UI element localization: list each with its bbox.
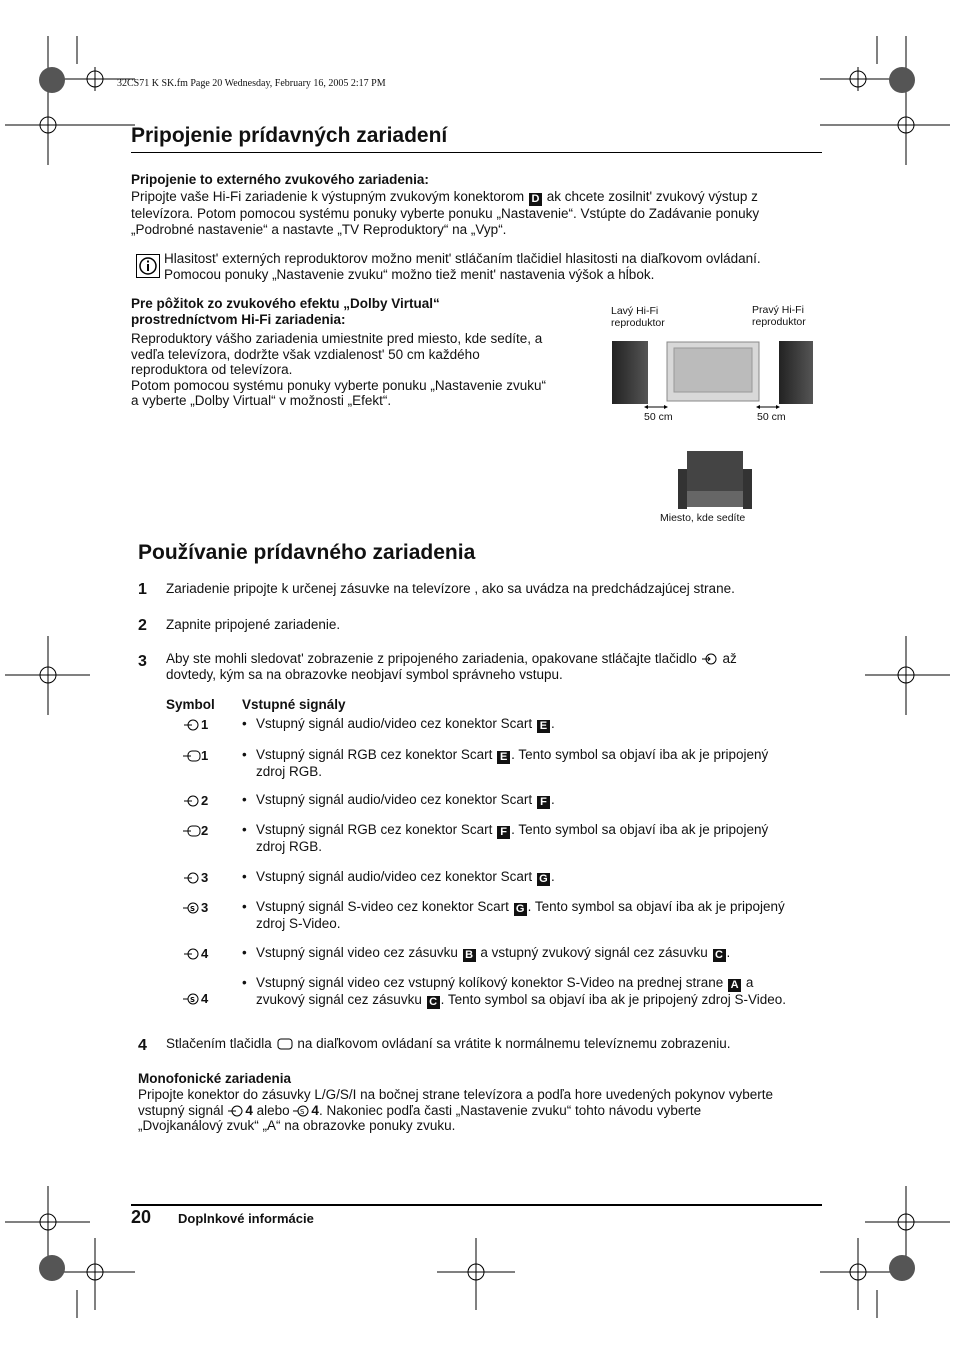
svideo-input-icon — [183, 902, 201, 914]
title-rule — [131, 152, 822, 153]
tv-button-icon — [276, 1038, 294, 1050]
av-input-icon — [183, 795, 201, 807]
section-title-2: Používanie prídavného zariadenia — [138, 541, 476, 564]
av-input-icon — [183, 948, 201, 960]
info-icon — [136, 254, 160, 278]
paragraph-2: Reproduktory vášho zariadenia umiestnite pred miesto, kde sedíte, a vedľa televízora, dodržte však vzdialenost' 50 cm každého reproduktora od televízora. Potom pomocou systému ponuky vyberte ponuku „Nastavenie zvuku“ a vyberte „Dolby Virtual“ v možnosti „Efekt“. — [131, 331, 546, 408]
subsection-title-2: Pre pôžitok zo zvukového efektu „Dolby Virtual“ prostredníctvom Hi-Fi zariadenia: — [131, 296, 440, 327]
step-text: Stlačením tlačidla na diaľkovom ovládaní sa vrátite k normálnemu televíznemu zobrazeniu. — [166, 1036, 731, 1051]
distance-right: 50 cm — [757, 411, 786, 423]
input-select-icon — [701, 653, 719, 665]
step-text: Zapnite pripojené zariadenie. — [166, 617, 341, 632]
connector-letter: D — [529, 193, 542, 206]
page-number: 20 — [131, 1207, 152, 1227]
seat — [678, 449, 752, 511]
seat-label: Miesto, kde sedíte — [660, 512, 746, 524]
footer-rule — [131, 1204, 822, 1206]
right-speaker-label: Pravý Hi-Fi reproduktor — [752, 304, 806, 328]
av-input-icon — [183, 719, 201, 731]
step-text: Zariadenie pripojte k určenej zásuvke na televízore , ako sa uvádza na predchádzajúcej strane. — [166, 581, 735, 596]
tv-and-speakers — [608, 336, 818, 416]
symbol-rgb: 2 — [183, 823, 223, 838]
file-meta: 32CS71 K SK.fm Page 20 Wednesday, February 16, 2005 2:17 PM — [117, 78, 386, 89]
paragraph: Pripojte vaše Hi-Fi zariadenie k výstupným zvukovým konektorom D ak chcete zosilnit' zvukový výstup z televízora. Potom pomocou systému ponuky vyberte ponuku „Nastavenie“. Vstúpte do Zadávanie ponuky „Podrobné nastavenie“ a nastavte „TV Reproduktory“ na „Vyp“. — [131, 189, 760, 237]
rgb-input-icon — [183, 750, 201, 762]
step-number: 1 — [138, 581, 147, 598]
subsection-title: Pripojenie to externého zvukového zariadenia: — [131, 172, 429, 187]
step-number: 4 — [138, 1037, 147, 1054]
symbol-rgb: 1 — [183, 748, 223, 763]
av-input-icon — [183, 872, 201, 884]
symbol-svideo: S 3 — [183, 900, 223, 915]
step-number: 2 — [138, 617, 147, 634]
symbol-av: 3 — [183, 870, 223, 885]
svg-text:S: S — [190, 905, 196, 913]
mono-title: Monofonické zariadenia — [138, 1071, 292, 1086]
rgb-input-icon — [183, 825, 201, 837]
svg-text:S: S — [300, 1107, 305, 1116]
table-header-signals: Vstupné signály — [242, 697, 346, 712]
footer-section-label: Doplnkové informácie — [178, 1211, 314, 1226]
note: Hlasitost' externých reproduktorov možno menit' stláčaním tlačidiel hlasitosti na diaľkovom ovládaní. Pomocou ponuky „Nastavenie zvuku“ možno tiež menit' nastavenia výšok a hĺbok. — [164, 251, 761, 282]
distance-left: 50 cm — [644, 411, 673, 423]
svg-text:S: S — [190, 996, 196, 1004]
table-header-symbol: Symbol — [166, 697, 215, 712]
left-speaker-label: Lavý Hi-Fi reproduktor — [611, 305, 665, 329]
symbol-av: 4 — [183, 946, 223, 961]
symbol-av: 2 — [183, 793, 223, 808]
section-title: Pripojenie prídavných zariadení — [131, 124, 448, 147]
step-text: Aby ste mohli sledovat' zobrazenie z pripojeného zariadenia, opakovane stláčajte tlačidlo až dovtedy, kým sa na obrazovke neobjaví symbol správneho vstupu. — [166, 651, 737, 682]
step-number: 3 — [138, 653, 147, 670]
symbol-av: 1 — [183, 717, 223, 732]
symbol-svideo: S 4 — [183, 991, 223, 1006]
svideo-input-icon — [293, 1105, 311, 1117]
svideo-input-icon — [183, 993, 201, 1005]
mono-text: Pripojte konektor do zásuvky L/G/S/I na bočnej strane televízora a podľa hore uvedených pokynov vyberte vstupný signál 4 alebo S 4. Nakoniec podľa časti „Nastavenie zvuku“ tohto návodu vyberte „Dvojkanálový zvuk“ „A“ na obrazovke ponuky zvuku. — [138, 1087, 774, 1133]
av-input-icon — [227, 1105, 245, 1117]
